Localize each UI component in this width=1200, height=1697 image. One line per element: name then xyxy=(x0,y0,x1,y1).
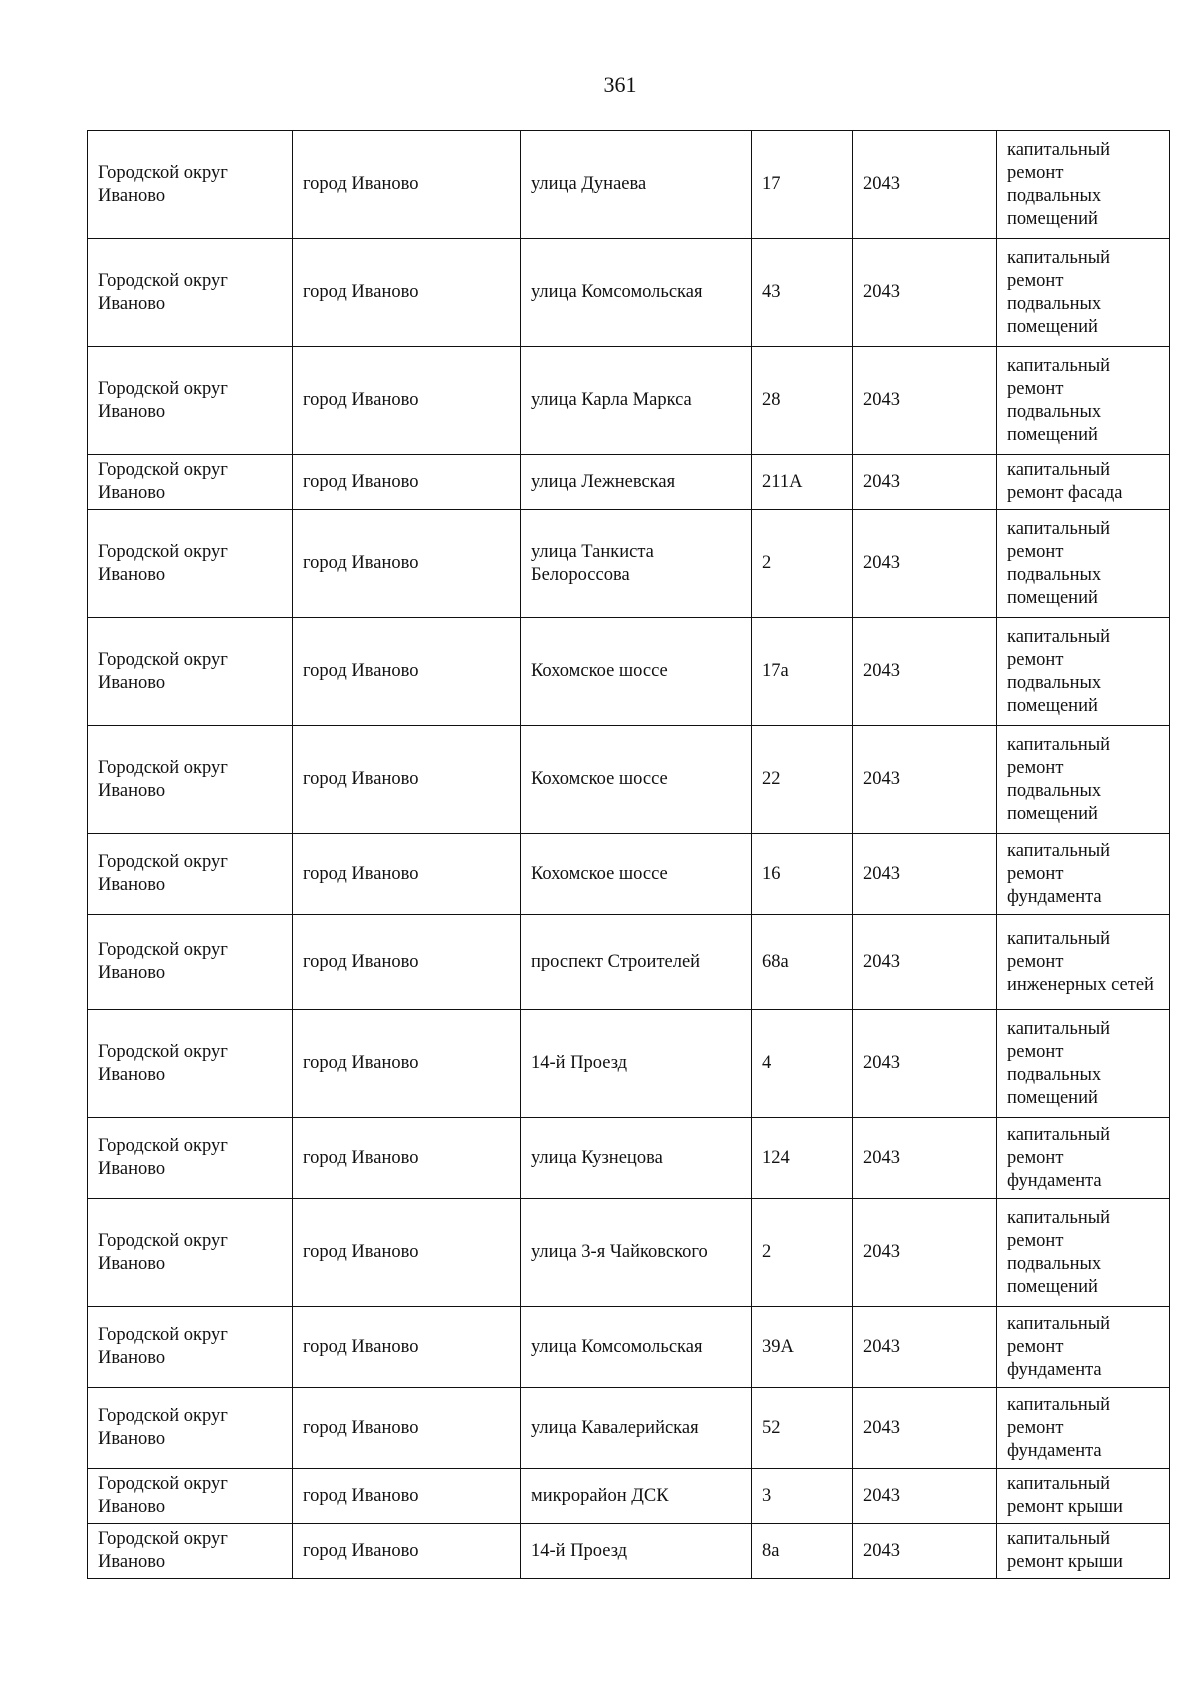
year-cell: 2043 xyxy=(853,1388,997,1469)
table-row xyxy=(88,1118,1170,1199)
settlement-cell: город Иваново xyxy=(293,1388,521,1469)
municipality-cell: Городской округ Иваново xyxy=(88,131,293,239)
settlement-cell: город Иваново xyxy=(293,1010,521,1118)
table-row xyxy=(88,726,1170,834)
table-row xyxy=(88,1199,1170,1307)
settlement-cell: город Иваново xyxy=(293,239,521,347)
municipality-cell: Городской округ Иваново xyxy=(88,1524,293,1579)
municipality-cell: Городской округ Иваново xyxy=(88,1199,293,1307)
year-cell: 2043 xyxy=(853,1524,997,1579)
work-type-cell: капитальный ремонт фасада xyxy=(997,455,1170,510)
table-row xyxy=(88,131,1170,239)
settlement-cell: город Иваново xyxy=(293,510,521,618)
work-type-cell: капитальный ремонт фундамента xyxy=(997,1307,1170,1388)
table-row xyxy=(88,510,1170,618)
table-row xyxy=(88,239,1170,347)
municipality-cell: Городской округ Иваново xyxy=(88,1010,293,1118)
work-type-cell: капитальный ремонт инженерных сетей xyxy=(997,915,1170,1010)
house-number-cell: 17а xyxy=(752,618,853,726)
municipality-cell: Городской округ Иваново xyxy=(88,915,293,1010)
street-cell: улица Карла Маркса xyxy=(521,347,752,455)
work-type-cell: капитальный ремонт крыши xyxy=(997,1469,1170,1524)
table-row xyxy=(88,1010,1170,1118)
street-cell: улица Комсомольская xyxy=(521,239,752,347)
municipality-cell: Городской округ Иваново xyxy=(88,347,293,455)
work-type-cell: капитальный ремонт крыши xyxy=(997,1524,1170,1579)
year-cell: 2043 xyxy=(853,726,997,834)
year-cell: 2043 xyxy=(853,1469,997,1524)
settlement-cell: город Иваново xyxy=(293,1524,521,1579)
house-number-cell: 2 xyxy=(752,1199,853,1307)
year-cell: 2043 xyxy=(853,834,997,915)
year-cell: 2043 xyxy=(853,618,997,726)
settlement-cell: город Иваново xyxy=(293,131,521,239)
settlement-cell: город Иваново xyxy=(293,1118,521,1199)
settlement-cell: город Иваново xyxy=(293,1307,521,1388)
house-number-cell: 39А xyxy=(752,1307,853,1388)
street-cell: улица Дунаева xyxy=(521,131,752,239)
street-cell: улица Комсомольская xyxy=(521,1307,752,1388)
street-cell: улица Кавалерийская xyxy=(521,1388,752,1469)
work-type-cell: капитальный ремонт подвальных помещений xyxy=(997,239,1170,347)
year-cell: 2043 xyxy=(853,915,997,1010)
work-type-cell: капитальный ремонт фундамента xyxy=(997,834,1170,915)
table-row xyxy=(88,1388,1170,1469)
municipality-cell: Городской округ Иваново xyxy=(88,239,293,347)
table-row xyxy=(88,455,1170,510)
work-type-cell: капитальный ремонт подвальных помещений xyxy=(997,347,1170,455)
year-cell: 2043 xyxy=(853,455,997,510)
house-number-cell: 2 xyxy=(752,510,853,618)
street-cell: 14-й Проезд xyxy=(521,1524,752,1579)
street-cell: Кохомское шоссе xyxy=(521,726,752,834)
settlement-cell: город Иваново xyxy=(293,834,521,915)
year-cell: 2043 xyxy=(853,510,997,618)
table-row xyxy=(88,1469,1170,1524)
house-number-cell: 16 xyxy=(752,834,853,915)
work-type-cell: капитальный ремонт подвальных помещений xyxy=(997,131,1170,239)
house-number-cell: 4 xyxy=(752,1010,853,1118)
municipality-cell: Городской округ Иваново xyxy=(88,1388,293,1469)
settlement-cell: город Иваново xyxy=(293,1469,521,1524)
street-cell: Кохомское шоссе xyxy=(521,834,752,915)
municipality-cell: Городской округ Иваново xyxy=(88,1118,293,1199)
work-type-cell: капитальный ремонт подвальных помещений xyxy=(997,1199,1170,1307)
work-type-cell: капитальный ремонт фундамента xyxy=(997,1118,1170,1199)
municipality-cell: Городской округ Иваново xyxy=(88,510,293,618)
street-cell: улица 3-я Чайковского xyxy=(521,1199,752,1307)
year-cell: 2043 xyxy=(853,1199,997,1307)
work-type-cell: капитальный ремонт подвальных помещений xyxy=(997,726,1170,834)
house-number-cell: 43 xyxy=(752,239,853,347)
work-type-cell: капитальный ремонт подвальных помещений xyxy=(997,1010,1170,1118)
table-row xyxy=(88,347,1170,455)
year-cell: 2043 xyxy=(853,1307,997,1388)
municipality-cell: Городской округ Иваново xyxy=(88,1469,293,1524)
settlement-cell: город Иваново xyxy=(293,618,521,726)
house-number-cell: 28 xyxy=(752,347,853,455)
municipality-cell: Городской округ Иваново xyxy=(88,834,293,915)
page-number: 361 xyxy=(603,72,637,97)
house-number-cell: 124 xyxy=(752,1118,853,1199)
table-row xyxy=(88,1524,1170,1579)
settlement-cell: город Иваново xyxy=(293,726,521,834)
work-type-cell: капитальный ремонт подвальных помещений xyxy=(997,618,1170,726)
settlement-cell: город Иваново xyxy=(293,455,521,510)
work-type-cell: капитальный ремонт фундамента xyxy=(997,1388,1170,1469)
street-cell: 14-й Проезд xyxy=(521,1010,752,1118)
house-number-cell: 17 xyxy=(752,131,853,239)
year-cell: 2043 xyxy=(853,347,997,455)
settlement-cell: город Иваново xyxy=(293,347,521,455)
year-cell: 2043 xyxy=(853,1010,997,1118)
year-cell: 2043 xyxy=(853,239,997,347)
municipality-cell: Городской округ Иваново xyxy=(88,455,293,510)
table-body xyxy=(88,131,1170,1579)
year-cell: 2043 xyxy=(853,1118,997,1199)
year-cell: 2043 xyxy=(853,131,997,239)
work-type-cell: капитальный ремонт подвальных помещений xyxy=(997,510,1170,618)
house-number-cell: 211А xyxy=(752,455,853,510)
house-number-cell: 3 xyxy=(752,1469,853,1524)
street-cell: улица Танкиста Белороссова xyxy=(521,510,752,618)
street-cell: улица Кузнецова xyxy=(521,1118,752,1199)
municipality-cell: Городской округ Иваново xyxy=(88,726,293,834)
street-cell: проспект Строителей xyxy=(521,915,752,1010)
table-row xyxy=(88,618,1170,726)
housing-repair-table xyxy=(87,130,1170,1579)
house-number-cell: 22 xyxy=(752,726,853,834)
street-cell: микрорайон ДСК xyxy=(521,1469,752,1524)
table-row xyxy=(88,915,1170,1010)
table-row xyxy=(88,834,1170,915)
settlement-cell: город Иваново xyxy=(293,915,521,1010)
house-number-cell: 52 xyxy=(752,1388,853,1469)
municipality-cell: Городской округ Иваново xyxy=(88,1307,293,1388)
settlement-cell: город Иваново xyxy=(293,1199,521,1307)
municipality-cell: Городской округ Иваново xyxy=(88,618,293,726)
street-cell: Кохомское шоссе xyxy=(521,618,752,726)
house-number-cell: 8а xyxy=(752,1524,853,1579)
house-number-cell: 68а xyxy=(752,915,853,1010)
table-row xyxy=(88,1307,1170,1388)
street-cell: улица Лежневская xyxy=(521,455,752,510)
